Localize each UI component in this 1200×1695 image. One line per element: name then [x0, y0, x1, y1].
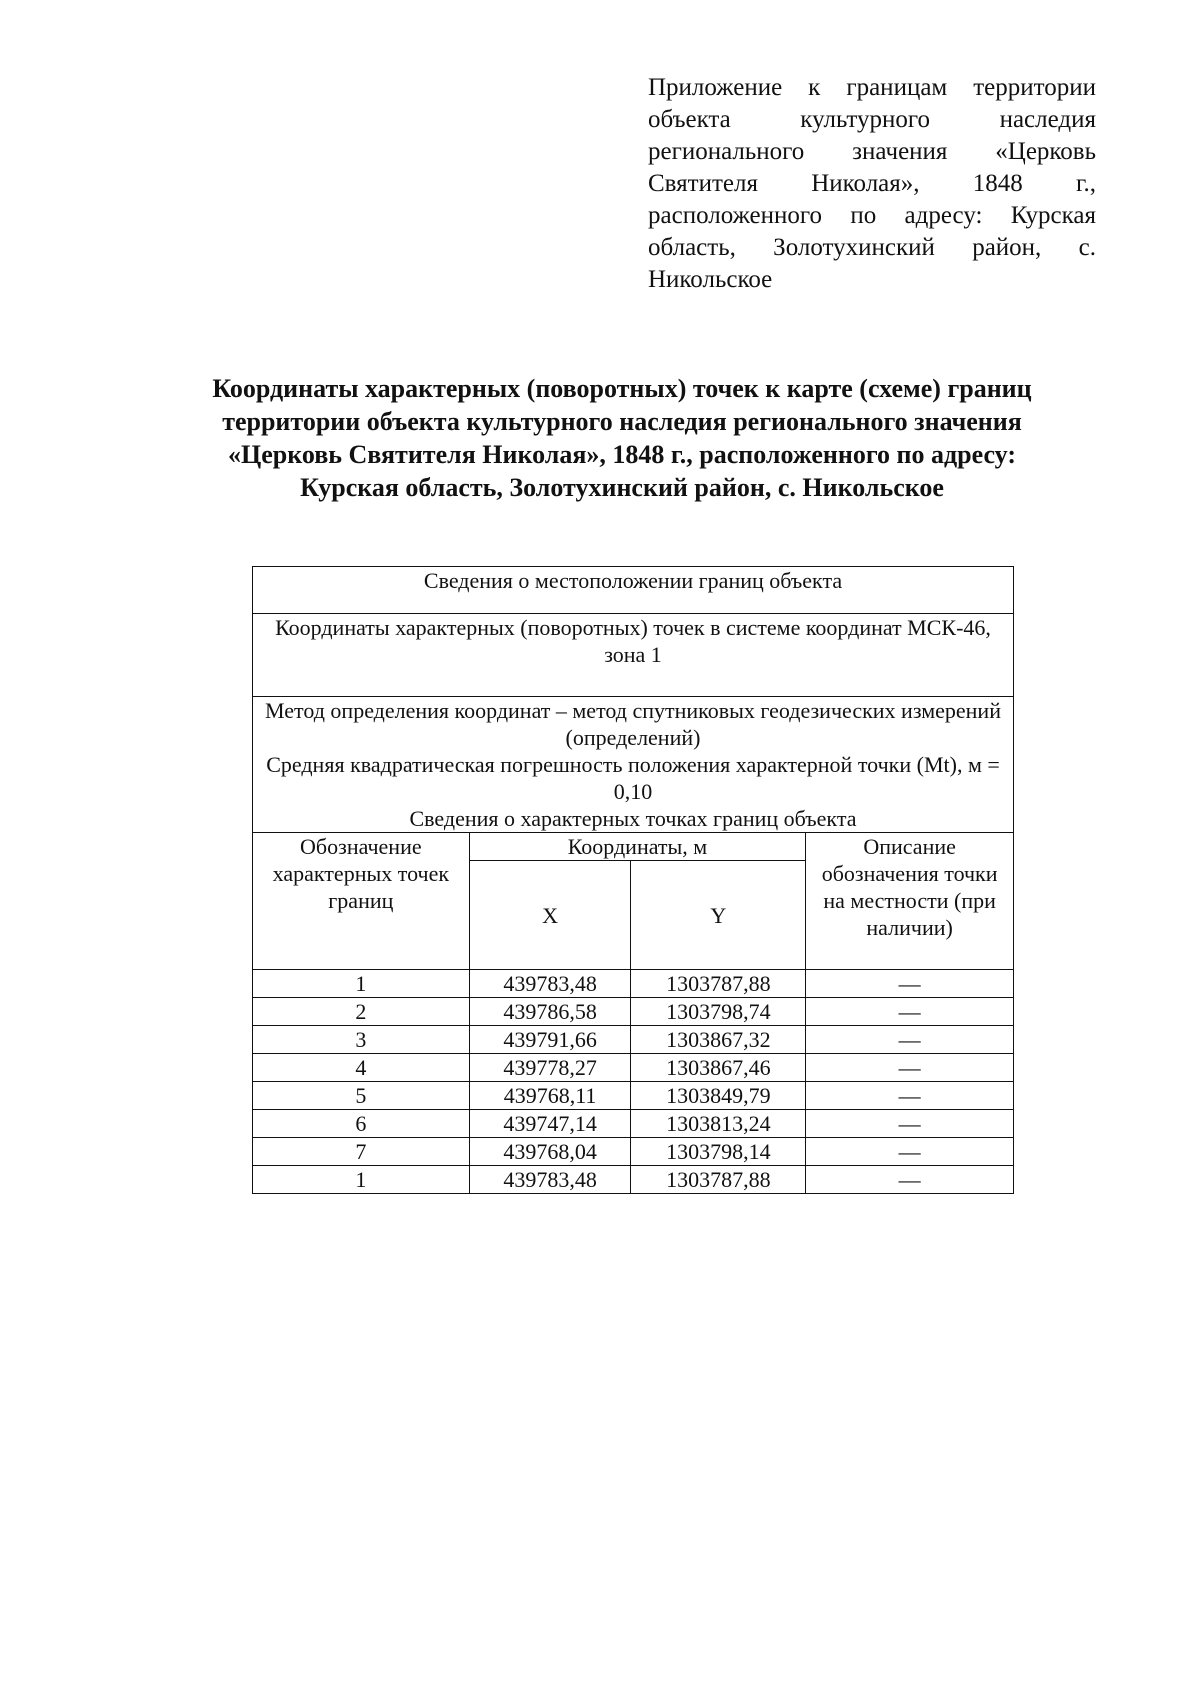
- column-header-y: Y: [631, 861, 806, 970]
- coord-y: 1303867,46: [631, 1054, 806, 1082]
- title-line: территории объекта культурного наследия регионального значения: [222, 407, 1022, 436]
- point-number: 3: [253, 1026, 470, 1054]
- coord-x: 439791,66: [469, 1026, 631, 1054]
- point-number: 1: [253, 1166, 470, 1194]
- coordinates-table: [252, 566, 1014, 1194]
- point-description: —: [806, 1054, 1014, 1082]
- coord-x: 439786,58: [469, 998, 631, 1026]
- points-info-text: Сведения о характерных точках границ объекта: [409, 806, 857, 831]
- table-row: [253, 998, 1014, 1026]
- point-description: —: [806, 998, 1014, 1026]
- point-number: 7: [253, 1138, 470, 1166]
- point-description: —: [806, 1138, 1014, 1166]
- point-description: —: [806, 970, 1014, 998]
- table-header-coordinate-system: Координаты характерных (поворотных) точек в системе координат МСК-46, зона 1: [253, 614, 1014, 697]
- method-text: Метод определения координат – метод спутниковых геодезических измерений (определений): [265, 698, 1001, 750]
- point-number: 2: [253, 998, 470, 1026]
- point-number: 5: [253, 1082, 470, 1110]
- error-text: Средняя квадратическая погрешность положения характерной точки (Mt), м = 0,10: [266, 752, 1000, 804]
- table-row: [253, 970, 1014, 998]
- coord-x: 439778,27: [469, 1054, 631, 1082]
- coord-x: 439783,48: [469, 970, 631, 998]
- point-number: 4: [253, 1054, 470, 1082]
- coord-y: 1303849,79: [631, 1082, 806, 1110]
- table-row: [253, 1166, 1014, 1194]
- title-line: «Церковь Святителя Николая», 1848 г., расположенного по адресу:: [228, 440, 1016, 469]
- point-description: —: [806, 1166, 1014, 1194]
- coord-x: 439768,04: [469, 1138, 631, 1166]
- appendix-note: Приложение к границам территории объекта культурного наследия регионального значения «Церковь Святителя Николая», 1848 г., расположенного по адресу: Курская область, Золотухинский район, с. Никольское: [648, 74, 1096, 293]
- column-header-x: X: [469, 861, 631, 970]
- table-row: [253, 1138, 1014, 1166]
- table-row: [253, 1082, 1014, 1110]
- coord-x: 439768,11: [469, 1082, 631, 1110]
- coord-x: 439783,48: [469, 1166, 631, 1194]
- point-description: —: [806, 1082, 1014, 1110]
- coord-y: 1303798,14: [631, 1138, 806, 1166]
- point-description: —: [806, 1026, 1014, 1054]
- table-row: [253, 1110, 1014, 1138]
- title-line: Координаты характерных (поворотных) точек к карте (схеме) границ: [212, 374, 1032, 403]
- point-description: —: [806, 1110, 1014, 1138]
- coord-y: 1303813,24: [631, 1110, 806, 1138]
- coord-y: 1303787,88: [631, 970, 806, 998]
- table-header-location: Сведения о местоположении границ объекта: [253, 567, 1014, 614]
- coord-y: 1303867,32: [631, 1026, 806, 1054]
- column-header-coords: Координаты, м: [469, 833, 806, 861]
- coord-y: 1303787,88: [631, 1166, 806, 1194]
- point-number: 1: [253, 970, 470, 998]
- table-header-method: [253, 697, 1014, 833]
- title-line: Курская область, Золотухинский район, с. Никольское: [300, 473, 944, 502]
- table-row: [253, 1054, 1014, 1082]
- document-title: [150, 372, 1094, 504]
- column-header-description: Описание обозначения точки на местности (при наличии): [806, 833, 1014, 970]
- coord-y: 1303798,74: [631, 998, 806, 1026]
- column-header-point: Обозначение характерных точек границ: [253, 833, 470, 970]
- table-row: [253, 1026, 1014, 1054]
- coord-x: 439747,14: [469, 1110, 631, 1138]
- point-number: 6: [253, 1110, 470, 1138]
